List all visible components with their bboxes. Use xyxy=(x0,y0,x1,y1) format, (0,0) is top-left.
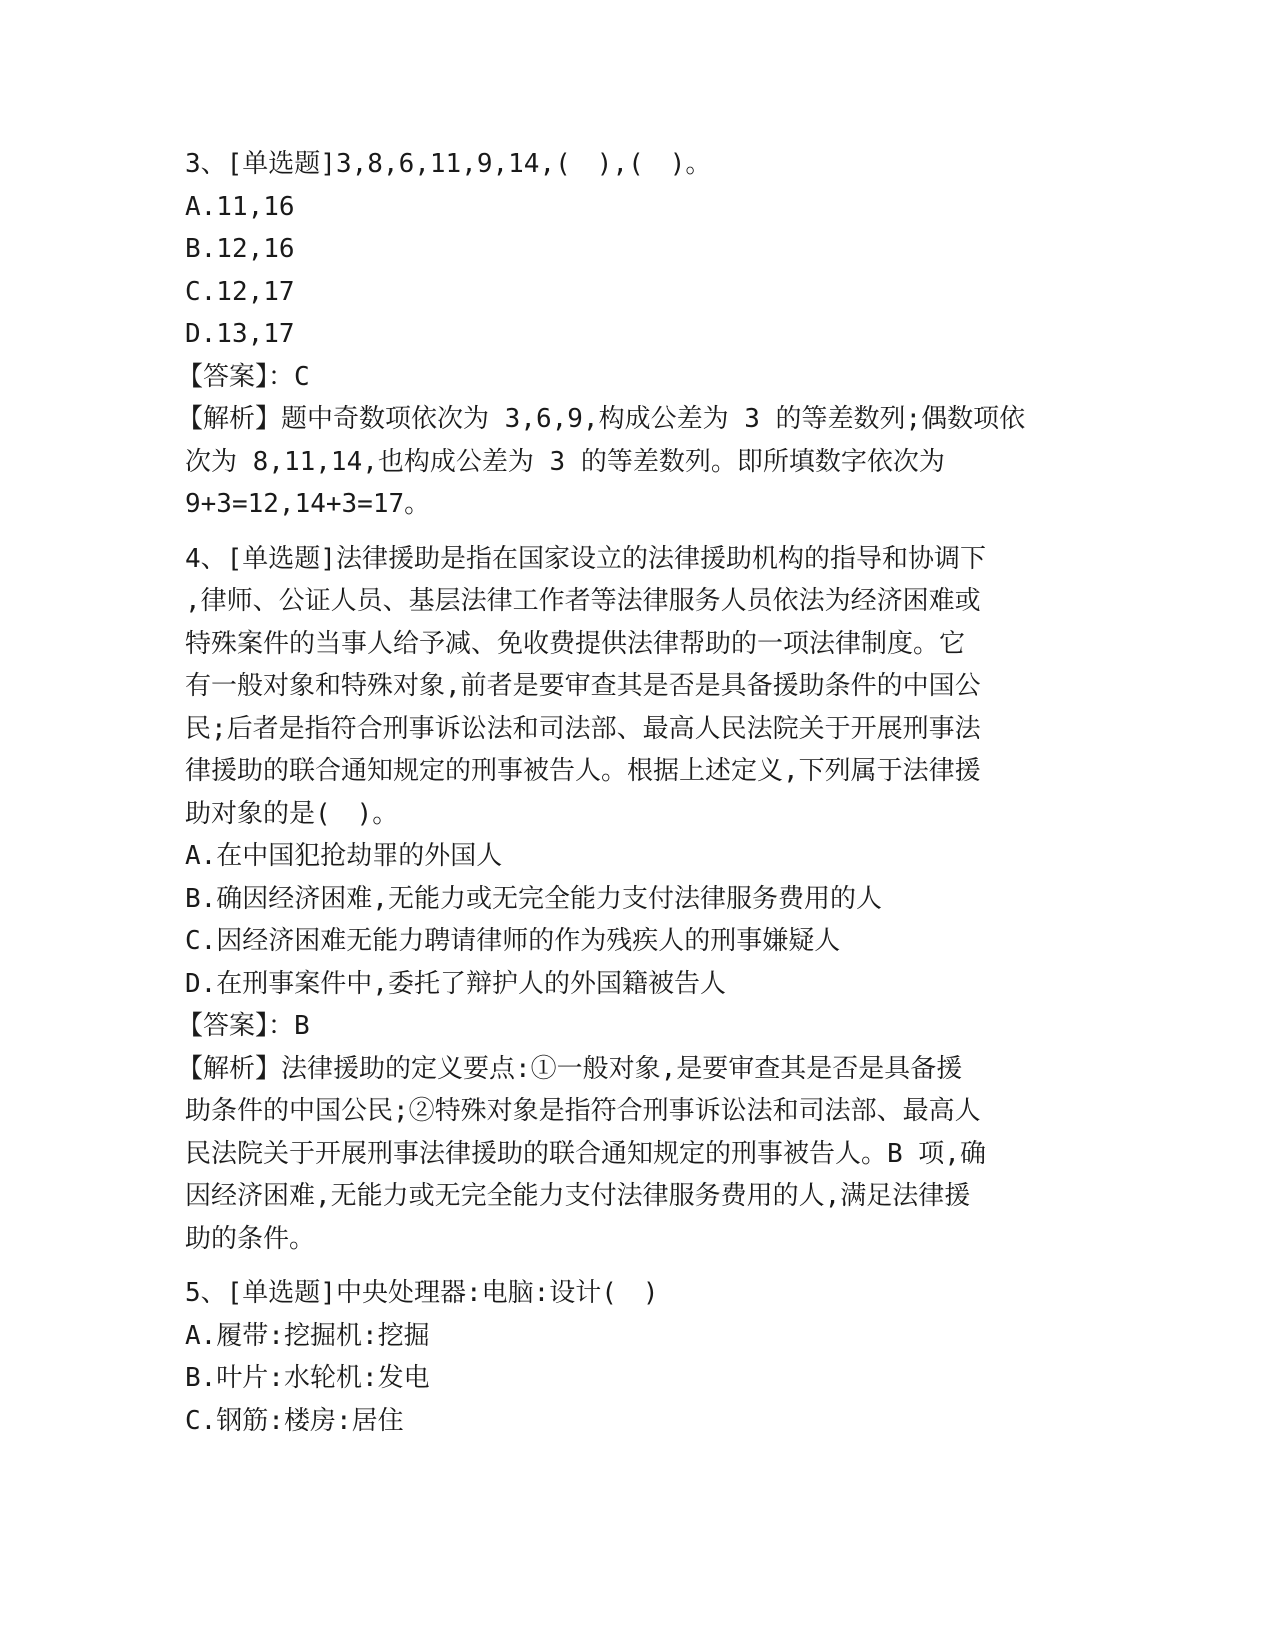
analysis-line: 次为 8,11,14,也构成公差为 3 的等差数列。即所填数字依次为 xyxy=(185,446,945,477)
analysis-line: 民法院关于开展刑事法律援助的联合通知规定的刑事被告人。B 项,确 xyxy=(185,1138,986,1169)
option-c: C.钢筋:楼房:居住 xyxy=(185,1405,404,1436)
answer-line: 【答案】：B xyxy=(177,1011,310,1041)
analysis-line: 助的条件。 xyxy=(185,1223,316,1254)
analysis-line: 助条件的中国公民;②特殊对象是指符合刑事诉讼法和司法部、最高人 xyxy=(185,1096,981,1126)
option-d: D.在刑事案件中,委托了辩护人的外国籍被告人 xyxy=(185,968,726,999)
analysis-line: 【解析】题中奇数项依次为 3,6,9,构成公差为 3 的等差数列;偶数项依 xyxy=(177,404,1026,434)
option-a: A.在中国犯抢劫罪的外国人 xyxy=(185,841,503,871)
option-a: A.履带:挖掘机:挖掘 xyxy=(185,1320,430,1351)
question-stem: 律援助的联合通知规定的刑事被告人。根据上述定义,下列属于法律援 xyxy=(185,756,981,786)
question-stem: 特殊案件的当事人给予减、免收费提供法律帮助的一项法律制度。它 xyxy=(185,628,966,659)
analysis-line: 9+3=12,14+3=17。 xyxy=(185,489,431,519)
document-page xyxy=(177,143,1085,1454)
option-a: A.11,16 xyxy=(185,191,295,222)
answer-line: 【答案】：C xyxy=(177,361,310,392)
question-stem: 5、[单选题]中央处理器:电脑:设计( ) xyxy=(185,1278,659,1308)
question-stem: 民;后者是指符合刑事诉讼法和司法部、最高人民法院关于开展刑事法 xyxy=(185,713,981,744)
analysis-line: 【解析】法律援助的定义要点:①一般对象,是要审查其是否是具备援 xyxy=(177,1053,963,1084)
question-stem: 助对象的是( )。 xyxy=(185,798,399,829)
question-stem: 4、[单选题]法律援助是指在国家设立的法律援助机构的指导和协调下 xyxy=(185,543,986,574)
option-b: B.叶片:水轮机:发电 xyxy=(185,1363,430,1393)
question-stem: 有一般对象和特殊对象,前者是要审查其是否是具备援助条件的中国公 xyxy=(185,671,981,701)
option-b: B.12,16 xyxy=(185,234,295,264)
option-c: C.12,17 xyxy=(185,276,295,307)
question-stem: ,律师、公证人员、基层法律工作者等法律服务人员依法为经济困难或 xyxy=(185,586,981,616)
option-d: D.13,17 xyxy=(185,319,295,349)
question-5 xyxy=(185,1272,1085,1442)
option-b: B.确因经济困难,无能力或无完全能力支付法律服务费用的人 xyxy=(185,883,882,914)
question-4 xyxy=(177,538,1085,1261)
analysis-line: 因经济困难,无能力或无完全能力支付法律服务费用的人,满足法律援 xyxy=(185,1181,971,1211)
question-stem: 3、[单选题]3,8,6,11,9,14,( ),( )。 xyxy=(185,149,712,179)
question-3 xyxy=(177,143,1085,526)
option-c: C.因经济困难无能力聘请律师的作为残疾人的刑事嫌疑人 xyxy=(185,926,841,956)
